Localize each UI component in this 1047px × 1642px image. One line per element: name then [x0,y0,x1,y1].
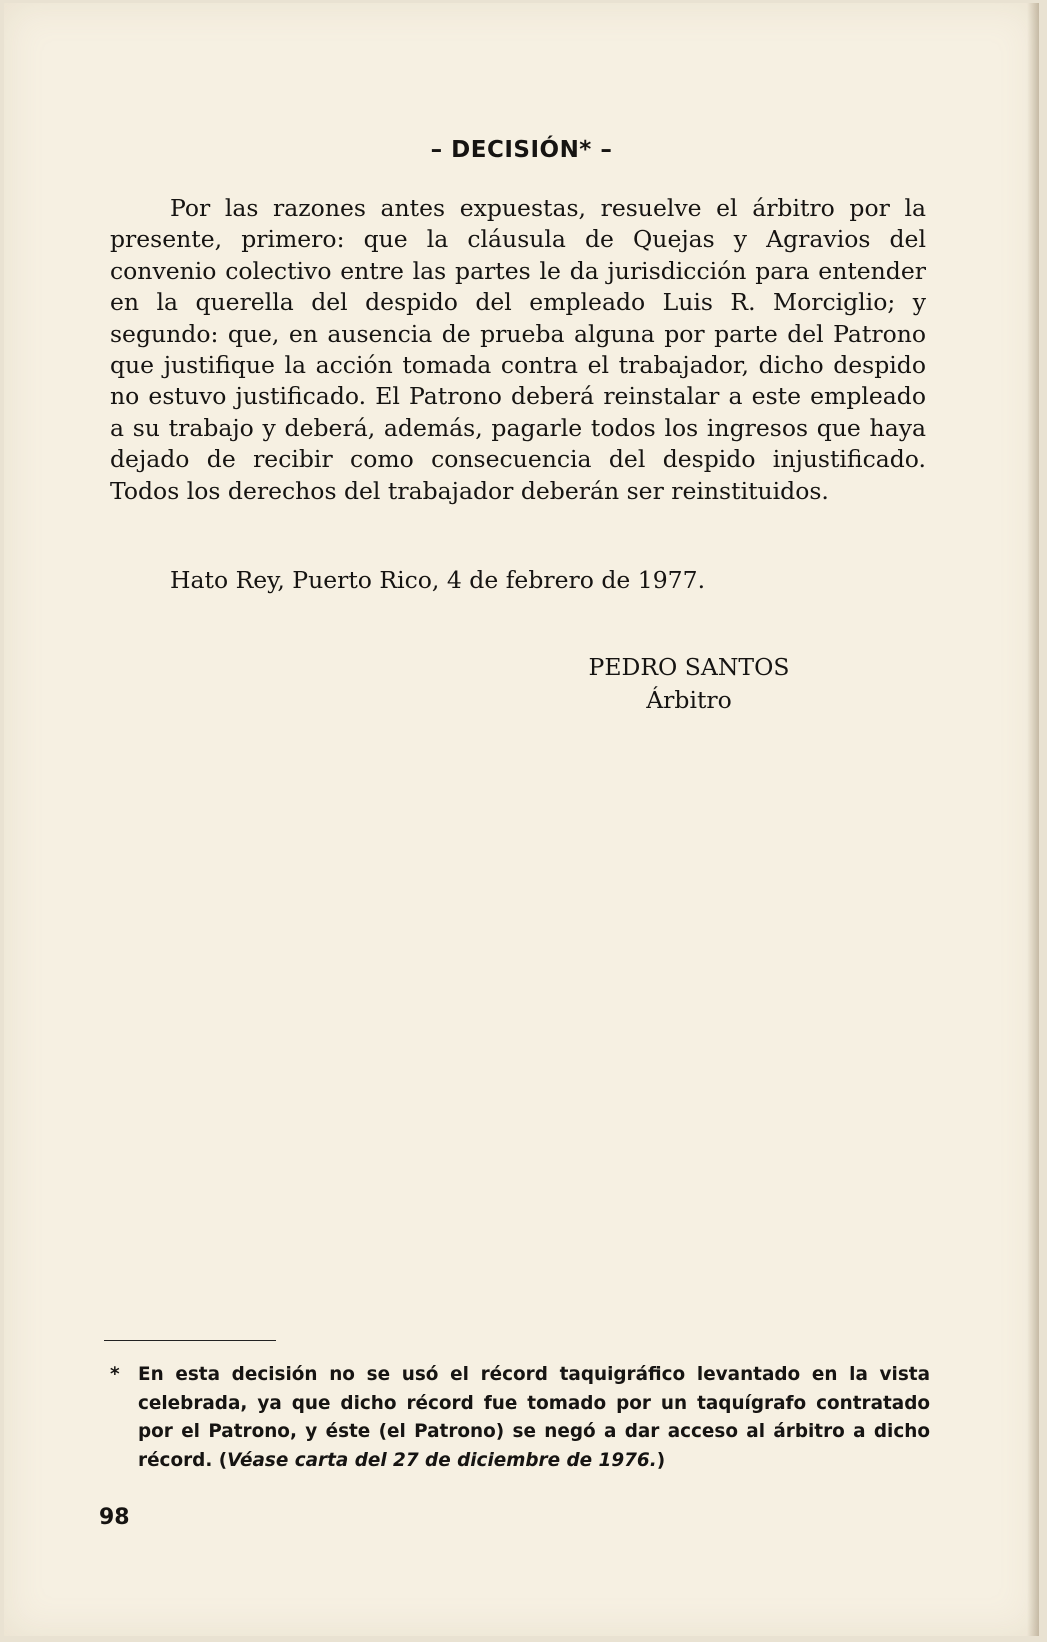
footnote [110,1361,930,1475]
signatory-name: PEDRO SANTOS [588,653,790,681]
footnote-close-paren: ) [656,1449,666,1471]
footnote-reference: Véase carta del 27 de diciembre de 1976. [227,1449,657,1471]
footnote-open-paren: ( [212,1449,228,1471]
page-edge-shadow [1027,3,1039,1636]
dateline: Hato Rey, Puerto Rico, 4 de febrero de 1977. [170,566,706,594]
page-number: 98 [99,1505,130,1530]
signatory-title: Árbitro [646,686,732,714]
document-page [4,3,1039,1636]
signature-block [554,651,824,717]
footnote-rule [104,1340,276,1341]
footnote-text: En esta decisión no se usó el récord taquigráfico levantado en la vista celebrada, ya que dicho récord fue tomado por un taquígrafo contratado por el Patrono, y éste (el Patrono) se negó a dar acceso al árbitro a dicho récord. [138,1364,930,1471]
footnote-body [138,1361,930,1475]
decision-heading: – DECISIÓN* – [430,137,613,163]
footnote-marker: * [110,1364,120,1385]
decision-paragraph: Por las razones antes expuestas, resuelve el árbitro por la presente, primero: que la cláusula de Quejas y Agravios del convenio colectivo entre las partes le da jurisdicción para entender en la querella del despido del empleado Luis R. Morciglio; y segundo: que, en ausencia de prueba alguna por parte del Patrono que justifique la acción tomada contra el trabajador, dicho despido no estuvo justificado. El Patrono deberá reinstalar a este empleado a su trabajo y deberá, además, pagarle todos los ingresos que haya dejado de recibir como consecuencia del despido injustificado. Todos los derechos del trabajador deberán ser reinstituidos. [110,194,926,505]
